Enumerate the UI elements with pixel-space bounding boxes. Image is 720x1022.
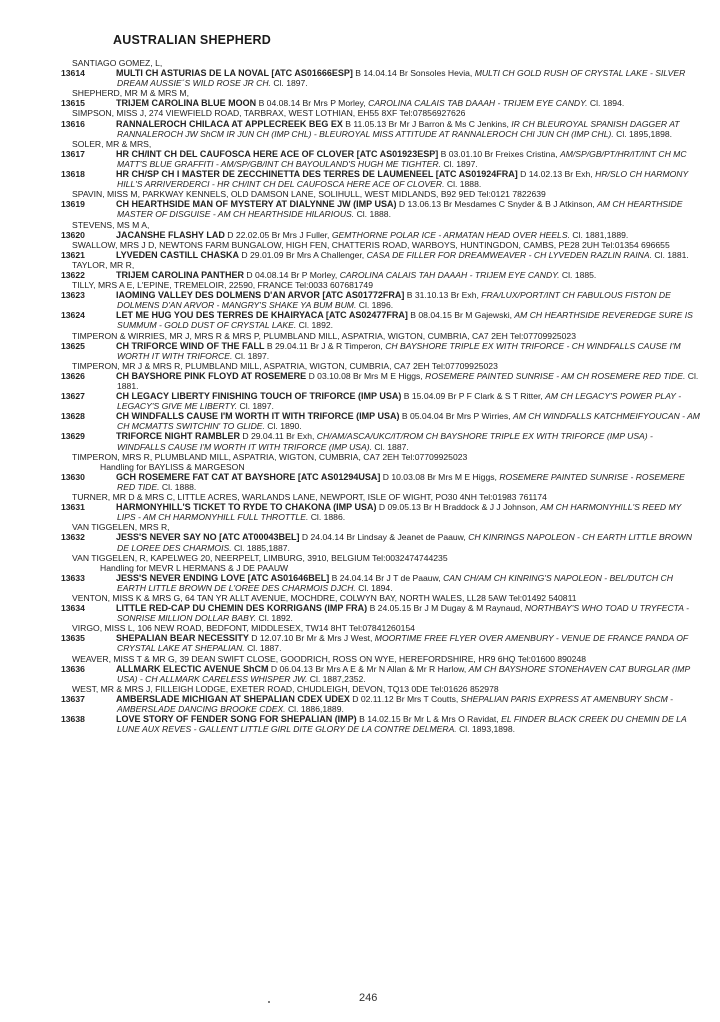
dog-entry — [61, 502, 700, 523]
owner-address: FILLEIGH LODGE, EXETER ROAD, CHUDLEIGH, DEVON, TQ13 0DE Tel:01626 852978 — [155, 683, 499, 694]
entry-details: D 29.01.09 Br Mrs A Challenger, — [241, 249, 365, 260]
entry-classes: Cl. 1892. — [258, 613, 293, 624]
dog-name: JESS'S NEVER SAY NO [ATC AT00043BEL] — [116, 532, 300, 543]
dog-name: TRIJEM CAROLINA PANTHER — [116, 269, 244, 280]
entry-number: 13634 — [61, 603, 85, 614]
dog-name: HARMONYHILL'S TICKET TO RYDE TO CHAKONA (IMP USA) — [116, 502, 377, 513]
dog-name: LITTLE RED-CAP DU CHEMIN DES KORRIGANS (IMP FRA) — [116, 603, 368, 614]
handling-note: Handling for BAYLISS & MARGESON — [100, 461, 245, 472]
entry-number: 13637 — [61, 693, 85, 704]
owner-name: TIMPERON, MR J & MRS R, — [72, 360, 183, 371]
dog-entry — [61, 310, 700, 331]
dog-name: SHEPALIAN BEAR NECESSITY — [116, 633, 249, 644]
entry-details: B 05.04.04 Br Mrs P Wirries, — [401, 411, 511, 422]
entry-number: 13632 — [61, 532, 85, 543]
owner-line — [72, 139, 700, 149]
entry-classes: Cl. 1897. — [234, 350, 270, 361]
entry-number: 13635 — [61, 633, 85, 644]
owner-line — [72, 88, 700, 98]
owner-line — [72, 654, 700, 664]
owner-line — [72, 240, 700, 250]
dog-entry — [61, 148, 700, 169]
dog-entry — [61, 603, 700, 624]
entry-classes: Cl. 1897. — [239, 401, 274, 412]
dog-entry — [61, 370, 700, 391]
entry-details: D 03.10.08 Br Mrs M E Higgs, — [308, 370, 423, 381]
pedigree: MULTI CH GOLD RUSH OF CRYSTAL LAKE - SILVER DREAM AUSSIE´S WILD ROSE JR CH. — [117, 68, 686, 89]
dog-name: LOVE STORY OF FENDER SONG FOR SHEPALIAN (IMP) — [116, 714, 357, 725]
owner-name: SOLER, MR & MRS, — [72, 138, 152, 149]
dog-name: ALLMARK ELECTIC AVENUE ShCM — [116, 663, 269, 674]
entry-details: D 06.04.13 Br Mrs A E & Mr N Allan & Mr R Harlow, — [270, 663, 467, 674]
owner-address: PLUMBLAND MILL, ASPATRIA, WIGTON, CUMBRIA, CA7 2EH Tel:07709925023 — [263, 330, 576, 341]
dog-name: HR CH/INT CH DEL CAUFOSCA HERE ACE OF CLOVER [ATC AS01923ESP] — [116, 148, 439, 159]
owner-line — [72, 553, 700, 563]
pedigree: CH BAYSHORE TRIPLE EX WITH TRIFORCE - CH WINDFALLS CAUSE I'M WORTH IT WITH TRIFORCE. — [117, 340, 681, 361]
owner-address: 274 VIEWFIELD ROAD, TARBRAX, WEST LOTHIAN, EH55 8XF Tel:07856927626 — [148, 108, 466, 119]
dog-entry — [61, 98, 700, 109]
entry-classes: Cl. 1894. — [589, 98, 625, 109]
entry-details: B 11.05.13 Br Mr J Barron & Ms C Jenkins, — [345, 118, 509, 129]
owner-line — [72, 108, 700, 118]
owner-name: TIMPERON & WIRRIES, MR J, MRS R & MRS P, — [72, 330, 261, 341]
entry-classes: Cl. 1887. — [247, 643, 282, 654]
pedigree: CAROLINA CALAIS TAB DAAAH - TRIJEM EYE CANDY. — [368, 98, 588, 109]
entry-details: D 29.04.11 Br Exh, — [242, 431, 315, 442]
owner-line — [72, 331, 700, 341]
dog-name: IAOMING VALLEY DES DOLMENS D'AN ARVOR [ATC AS01772FRA] — [116, 290, 405, 301]
entry-number: 13633 — [61, 572, 85, 583]
dog-entry — [61, 269, 700, 280]
entry-details: B 14.02.15 Br Mr L & Mrs O Ravidat, — [359, 714, 499, 725]
pedigree: CAROLINA CALAIS TAH DAAAH - TRIJEM EYE CANDY. — [339, 269, 560, 280]
entry-number: 13623 — [61, 290, 85, 301]
dog-name: CH WINDFALLS CAUSE I'M WORTH IT WITH TRIFORCE (IMP USA) — [116, 411, 400, 422]
entry-details: B 15.04.09 Br P F Clark & S T Ritter, — [403, 391, 543, 402]
dog-entry — [61, 633, 700, 654]
owner-line — [72, 492, 700, 502]
entry-details: D 22.02.05 Br Mrs J Fuller, — [227, 229, 330, 240]
entry-number: 13631 — [61, 502, 85, 513]
dog-name: RANNALEROCH CHILACA AT APPLECREEK BEG EX — [116, 118, 343, 129]
entry-classes: Cl. 1896. — [358, 300, 394, 311]
entry-classes: Cl. 1888. — [446, 179, 482, 190]
owner-address: PLUMBLAND MILL, ASPATRIA, WIGTON, CUMBRIA, CA7 2EH Tel:07709925023 — [154, 451, 468, 462]
entry-details: B 08.04.15 Br M Gajewski, — [410, 310, 513, 321]
owner-line — [72, 361, 700, 371]
entry-number: 13629 — [61, 431, 85, 442]
pedigree-line — [368, 98, 624, 108]
dog-name: CH HEARTHSIDE MAN OF MYSTERY AT DIALYNNE JW (IMP USA) — [116, 199, 397, 210]
entry-number: 13622 — [61, 269, 85, 280]
pedigree: MOORTIME FREE FLYER OVER AMENBURY - VENUE DE FRANCE PANDA OF CRYSTAL LAKE AT SHEPALIAN. — [117, 633, 689, 654]
owner-line — [72, 593, 700, 603]
dog-name: LET ME HUG YOU DES TERRES DE KHAIRYACA [ATC AS02477FRA] — [116, 310, 408, 321]
owner-name: TAYLOR, MR R, — [72, 259, 135, 270]
handling-note: Handling for MEVR L HERMANS & J DE PAAUW — [100, 562, 289, 573]
pedigree: HR/SLO CH HARMONY HILL'S ARRIVERDERCI - HR CH/INT CH DEL CAUFOSCA HERE ACE OF CLOVER. — [117, 169, 689, 190]
entry-number: 13628 — [61, 411, 85, 422]
dog-entry — [61, 431, 700, 452]
dog-name: CH BAYSHORE PINK FLOYD AT ROSEMERE — [116, 370, 307, 381]
entry-number: 13619 — [61, 199, 85, 210]
dog-entry — [61, 572, 700, 593]
pedigree: AM CH HEARTHSIDE REVEREDGE SURE IS SUMMUM - GOLD DUST OF CRYSTAL LAKE. — [117, 310, 693, 331]
dog-name: HR CH/SP CH I MASTER DE ZECCHINETTA DES TERRES DE LAUMENEEL [ATC AS01924FRA] — [116, 169, 518, 180]
dog-name: AMBERSLADE MICHIGAN AT SHEPALIAN CDEX UDEX — [116, 693, 350, 704]
pedigree: AM CH WINDFALLS KATCHMEIFYOUCAN - AM CH MCMATTS SWITCHIN' TO GLIDE. — [117, 411, 700, 432]
dog-entry — [61, 693, 700, 714]
dog-name: TRIJEM CAROLINA BLUE MOON — [116, 98, 257, 109]
owner-name: VAN TIGGELEN, MRS R, — [72, 522, 170, 533]
dog-name: LYVEDEN CASTILL CHASKA — [116, 249, 240, 260]
pedigree: CH KINRINGS NAPOLEON - CH EARTH LITTLE BROWN DE LOREE DES CHARMOIS. — [117, 532, 692, 553]
owner-address: 64 TAN YR ALLT AVENUE, MOCHDRE, COLWYN BAY, NORTH WALES, LL28 5AW Tel:01492 540811 — [185, 592, 577, 603]
owner-name: SIMPSON, MISS J, — [72, 108, 147, 119]
pedigree: NORTHBAY'S WHO TOAD U TRYFECTA - SONRISE MILLION DOLLAR BABY. — [117, 603, 689, 624]
dog-name: JESS'S NEVER ENDING LOVE [ATC AS01646BEL] — [116, 572, 330, 583]
owner-name: STEVENS, MS M A, — [72, 219, 150, 230]
owner-name: VIRGO, MISS L, — [72, 623, 136, 634]
pedigree: FRA/LUX/PORT/INT CH FABULOUS FISTON DE DOLMENS D'AN ARVOR - MANGRY'S SHAKE YA BUM BUM. — [117, 290, 671, 311]
entry-number: 13636 — [61, 663, 85, 674]
pedigree: AM CH HARMONYHILL'S REED MY LIPS - AM CH HARMONYHILL FULL THROTTLE. — [117, 502, 682, 523]
owner-address: L'EPINE, TREMELOIR, 22590, FRANCE Tel:0033 607681749 — [137, 280, 373, 291]
entry-details: B 29.04.11 Br J & R Timperon, — [266, 340, 383, 351]
owner-address: 39 DEAN SWIFT CLOSE, GOODRICH, ROSS ON WYE, HEREFORDSHIRE, HR9 6HQ Tel:01600 890248 — [179, 653, 587, 664]
pedigree: AM CH HEARTHSIDE MASTER OF DISGUISE - AM CH HEARTHSIDE HILARIOUS. — [117, 199, 683, 220]
entry-classes: Cl. 1895,1898. — [616, 128, 673, 139]
entry-number: 13620 — [61, 229, 85, 240]
dog-name: TRIFORCE NIGHT RAMBLER — [116, 431, 240, 442]
owner-name: WEAVER, MISS T & MR G, — [72, 653, 178, 664]
dog-name: JACANSHE FLASHY LAD — [116, 229, 225, 240]
entry-number: 13621 — [61, 249, 85, 260]
owner-line — [72, 452, 700, 462]
owner-address: NEWTONS FARM BUNGALOW, HIGH FEN, CHATTERIS ROAD, WARBOYS, HUNTINGDON, CAMBS, PE28 2UH Tel:01354 696655 — [159, 239, 670, 250]
entry-number: 13617 — [61, 148, 85, 159]
entry-details: D 13.06.13 Br Mesdames C Snyder & B J Atkinson, — [398, 199, 595, 210]
pedigree-line — [367, 250, 689, 260]
pedigree: AM CH LEGACY'S POWER PLAY - LEGACY'S GIVE ME LIBERTY. — [117, 391, 682, 412]
entry-classes: Cl. 1897. — [443, 158, 478, 169]
pedigree: SHEPALIAN PARIS EXPRESS AT AMENBURY ShCM - AMBERSLADE DANCING BROOKE CDEX. — [117, 693, 674, 714]
pedigree: AM/SP/GB/PT/HR/IT/INT CH MC MATT'S BLUE GRAFFITI - AM/SP/GB/INT CH BAYOULAND'S HUGH ME TIGHTER. — [117, 148, 687, 169]
dog-name: CH TRIFORCE WIND OF THE FALL — [116, 340, 265, 351]
owner-name: TURNER, MR D & MRS C, — [72, 492, 176, 503]
pedigree: CASA DE FILLER FOR DREAMWEAVER - CH LYVEDEN RAZLIN RAINA. — [366, 249, 652, 260]
entry-details: B 04.08.14 Br Mrs P Morley, — [258, 98, 366, 109]
entry-number: 13638 — [61, 714, 85, 725]
dog-entry — [61, 411, 700, 432]
entry-classes: Cl. 1885. — [561, 269, 597, 280]
entry-classes: Cl. 1886,1889. — [287, 704, 344, 714]
dog-entry — [61, 471, 700, 492]
owner-name: VAN TIGGELEN, R, — [72, 552, 149, 563]
owner-address: 106 NEW ROAD, BEDFONT, MIDDLESEX, TW14 8HT Tel:07841260154 — [137, 623, 415, 634]
entry-details: B 24.04.14 Br J T de Paauw, — [331, 572, 441, 583]
pedigree-line — [340, 270, 597, 280]
entry-classes: Cl. 1888. — [161, 481, 197, 492]
owner-line — [72, 58, 700, 68]
entry-classes: Cl. 1887,2352. — [309, 673, 366, 684]
dog-entry — [61, 249, 700, 260]
entry-classes: Cl. 1886. — [310, 512, 346, 523]
owner-line — [72, 260, 700, 270]
entry-number: 13627 — [61, 391, 85, 402]
entry-number: 13630 — [61, 471, 85, 482]
owner-address: PARKWAY KENNELS, OLD DAMSON LANE, SOLIHULL, WEST MIDLANDS, B92 9ED Tel:0121 7822639 — [142, 189, 546, 200]
entry-details: D 02.11.12 Br Mrs T Coutts, — [352, 693, 459, 704]
entry-details: D 04.08.14 Br P Morley, — [246, 269, 338, 280]
owner-name: VENTON, MISS K & MRS G, — [72, 592, 183, 603]
entry-number: 13626 — [61, 370, 85, 381]
dog-entry — [61, 169, 700, 190]
entry-details: D 09.05.13 Br H Braddock & J J Johnson, — [378, 502, 538, 513]
dog-entry — [61, 532, 700, 553]
entry-number: 13614 — [61, 68, 85, 79]
dog-entry — [61, 199, 700, 220]
pedigree: AM CH BAYSHORE STONEHAVEN CAT BURGLAR (IMP USA) - CH ALLMARK CARELESS WHISPER JW. — [117, 663, 690, 684]
entry-details: B 24.05.15 Br J M Dugay & M Raynaud, — [369, 603, 523, 614]
catalogue-listing — [61, 58, 700, 735]
entry-classes: Cl. 1892. — [298, 320, 334, 331]
pedigree: ROSEMERE PAINTED SUNRISE - ROSEMERE RED TIDE. — [117, 471, 685, 492]
dog-name: CH LEGACY LIBERTY FINISHING TOUCH OF TRIFORCE (IMP USA) — [116, 391, 402, 402]
entry-details: D 10.03.08 Br Mrs M E Higgs, — [382, 471, 497, 482]
owner-name: SPAVIN, MISS M, — [72, 189, 140, 200]
entry-classes: Cl. 1887. — [374, 441, 409, 452]
dog-entry — [61, 290, 700, 311]
owner-name: WEST, MR & MRS J, — [72, 683, 153, 694]
owner-name: SHEPHERD, MR M & MRS M, — [72, 88, 189, 99]
dog-entry — [61, 229, 700, 240]
pedigree-line — [332, 230, 628, 240]
pedigree: CAN CH/AM CH KINRING'S NAPOLEON - BEL/DUTCH CH EARTH LITTLE BROWN DE L'OREE DES CHARMOIS DJCH. — [117, 572, 673, 593]
entry-classes: Cl. 1881,1889. — [572, 229, 629, 240]
pedigree: IR CH BLEUROYAL SPANISH DAGGER AT RANNALEROCH JW ShCM IR JUN CH (IMP CHL) - BLEUROYAL MISS ATTITUDE AT RANNALEROCH CHI JUN CH (IMP CHL). — [117, 118, 680, 139]
pedigree: ROSEMERE PAINTED SUNRISE - AM CH ROSEMERE RED TIDE. — [425, 370, 686, 381]
dog-entry — [61, 714, 700, 735]
entry-classes: Cl. 1893,1898. — [459, 724, 515, 735]
breed-heading: AUSTRALIAN SHEPHERD — [113, 33, 271, 47]
entry-classes: Cl. 1881. — [117, 370, 699, 391]
dog-entry — [61, 340, 700, 361]
owner-address: LITTLE ACRES, WARLANDS LANE, NEWPORT, ISLE OF WIGHT, PO30 4NH Tel:01983 761174 — [177, 492, 547, 503]
owner-line — [72, 522, 700, 532]
entry-classes: Cl. 1888. — [356, 209, 391, 220]
scan-speck — [268, 1001, 270, 1003]
owner-line — [72, 684, 700, 694]
entry-details: B 03.01.10 Br Freixes Cristina, — [440, 148, 558, 159]
entry-classes: Cl. 1885,1887. — [234, 542, 290, 553]
owner-name: SANTIAGO GOMEZ, L, — [72, 58, 163, 68]
pedigree: CH/AM/ASCA/UKC/IT/ROM CH BAYSHORE TRIPLE EX WITH TRIFORCE (IMP USA) - WINDFALLS CAUSE I'M WORTH IT WITH TRIFORCE (IMP USA). — [117, 431, 653, 452]
entry-details: D 12.07.10 Br Mr & Mrs J West, — [251, 633, 373, 644]
dog-entry — [61, 118, 700, 139]
dog-name: MULTI CH ASTURIAS DE LA NOVAL [ATC AS01666ESP] — [116, 68, 353, 79]
entry-details: D 14.02.13 Br Exh, — [520, 169, 593, 180]
entry-classes: Cl. 1890. — [267, 421, 302, 432]
dog-entry — [61, 68, 700, 89]
entry-classes: Cl. 1881. — [654, 249, 689, 260]
owner-line — [72, 280, 700, 290]
entry-details: B 14.04.14 Br Sonsoles Hevia, — [355, 68, 473, 79]
owner-name: TIMPERON, MRS R, — [72, 451, 153, 462]
dog-entry — [61, 663, 700, 684]
entry-number: 13618 — [61, 169, 85, 180]
owner-address: KAPELWEG 20, NEERPELT, LIMBURG, 3910, BELGIUM Tel:0032474744235 — [150, 552, 448, 563]
pedigree: EL FINDER BLACK CREEK DU CHEMIN DE LA LUNE AUX REVES - GALLENT LITTLE GIRL DITE GLORY DE LA CONTRE DELMERA. — [117, 714, 687, 735]
owner-name: TILLY, MRS A E, — [72, 280, 135, 291]
owner-name: SWALLOW, MRS J D, — [72, 239, 157, 250]
entry-number: 13616 — [61, 118, 85, 129]
entry-classes: Cl. 1894. — [358, 582, 393, 593]
entry-details: B 31.10.13 Br Exh, — [406, 290, 479, 301]
entry-classes: Cl. 1897. — [273, 78, 308, 89]
entry-details: D 24.04.14 Br Lindsay & Jeanet de Paauw, — [301, 532, 466, 543]
owner-line — [72, 189, 700, 199]
owner-line — [72, 623, 700, 633]
dog-name: GCH ROSEMERE FAT CAT AT BAYSHORE [ATC AS01294USA] — [116, 471, 381, 482]
entry-number: 13624 — [61, 310, 85, 321]
page-number: 246 — [359, 992, 378, 1004]
owner-address: PLUMBLAND MILL, ASPATRIA, WIGTON, CUMBRIA, CA7 2EH Tel:07709925023 — [185, 360, 498, 371]
entry-number: 13625 — [61, 340, 85, 351]
pedigree: GEMTHORNE POLAR ICE - ARMATAN HEAD OVER HEELS. — [331, 229, 570, 240]
entry-number: 13615 — [61, 98, 85, 109]
dog-entry — [61, 391, 700, 412]
owner-line — [72, 220, 700, 230]
